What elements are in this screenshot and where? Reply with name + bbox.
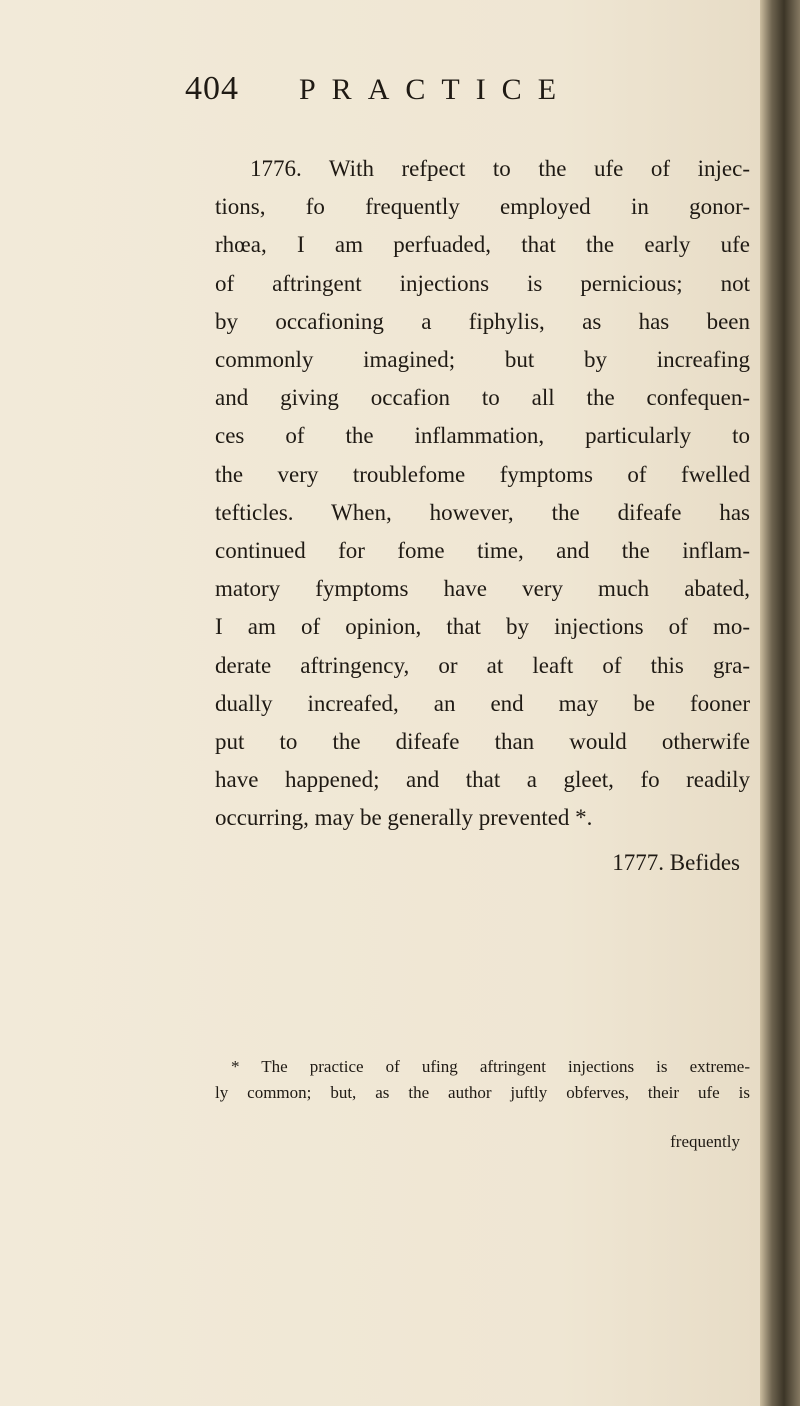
body-line: I am of opinion, that by injections of mo- [215,614,750,640]
footnote-line: ly common; but, as the author juftly obferves, their ufe is [215,1083,750,1102]
body-line: matory fymptoms have very much abated, [215,576,750,602]
body-line: derate aftringency, or at leaft of this gra- [215,652,750,678]
body-line: the very troublefome fymptoms of fwelled [215,461,750,487]
running-head [185,70,572,110]
body-line: have happened; and that a gleet, fo readily [215,767,750,793]
body-paragraph [215,150,750,838]
body-line: by occafioning a fiphylis, as has been [215,308,750,334]
body-line: dually increafed, an end may be fooner [215,690,750,716]
footnote [215,1054,750,1106]
body-line: tefticles. When, however, the difeafe has [215,499,750,525]
body-line: commonly imagined; but by increafing [215,347,750,373]
body-line: tions, fo frequently employed in gonor- [215,194,750,220]
body-line: rhœa, I am perfuaded, that the early ufe [215,232,750,258]
footnote-catchword: frequently [670,1132,740,1151]
page-number: 404 [185,70,239,107]
book-spine-edge [760,0,800,1406]
body-line: and giving occafion to all the confequen- [215,385,750,411]
body-line: continued for fome time, and the inflam- [215,538,750,564]
body-line: ces of the inflammation, particularly to [215,423,750,449]
body-line: occurring, may be generally prevented *. [215,805,593,831]
body-line: of aftringent injections is pernicious; not [215,270,750,296]
body-line: put to the difeafe than would otherwife [215,729,750,755]
section-title: PRACTICE [299,73,573,106]
body-line: 1776. With refpect to the ufe of injec- [250,156,750,181]
footnote-line: * The practice of ufing aftringent injections is extreme- [231,1057,750,1076]
catchword: 1777. Befides [612,850,740,875]
